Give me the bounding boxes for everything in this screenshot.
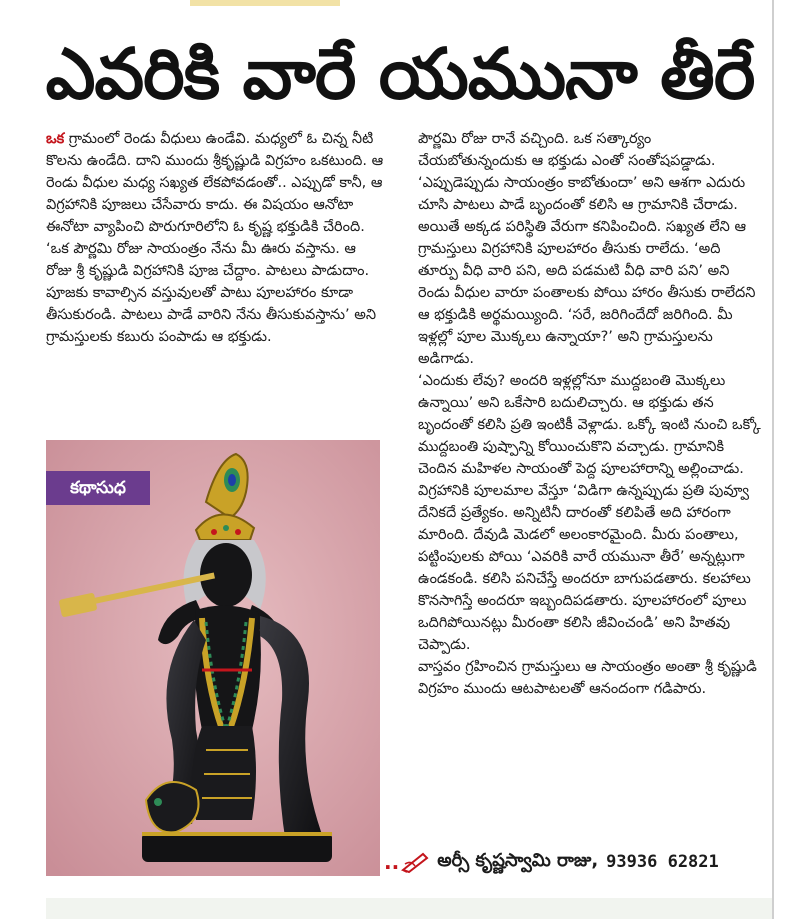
byline-dots: .. — [384, 850, 400, 874]
article-headline: ఎవరికి వారే యమునా తీరే — [45, 33, 755, 115]
paragraph: ‘ఎందుకు లేవు? అందరి ఇళ్లల్లోనూ ముద్దబంతి మొక్కలు ఉన్నాయి’ అని ఒకేసారి బదులిచ్చారు. ఆ భక్తుడు తన బృందంతో కలిసి ప్రతి ఇంటికీ వెళ్లాడు. ఒక్కో ఇంటి నుంచి ఒక్కో ముద్దబంతి పుష్పాన్ని కోయించుకొని వచ్చాడు. గ్రామానికి చెందిన మహిళల సాయంతో పెద్ద పూలహారాన్ని అల్లించాడు. విగ్రహానికి పూలమాల వేస్తూ ‘విడిగా ఉన్నప్పుడు ప్రతి పువ్వూ దేనికదే ప్రత్యేకం. అన్నిటినీ దారంతో కలిపితే అది హారంగా మారింది. దేవుడి మెడలో అలంకారమైంది. మీరు పంతాలు, పట్టింపులకు పోయి ‘ఎవరికి వారే యమునా తీరే’ అన్నట్లుగా ఉండకండి. కలిసి పనిచేస్తే అందరూ బాగుపడతారు. కలహాలు కొనసాగిస్తే అందరూ ఇబ్బందిపడతారు. పూలహారంలో పూలు ఒదిగిపోయినట్లు మీరంతా కలిసి జీవించండి’ అని హితవు చెప్పాడు. — [418, 373, 761, 653]
author-phone: 93936 62821 — [606, 852, 719, 872]
article-column-right — [418, 128, 763, 828]
pen-nib-icon — [401, 850, 431, 874]
paragraph-text: గ్రామంలో రెండు వీధులు ఉండేవి. మధ్యలో ఓ చిన్న నీటి కొలను ఉండేది. దాని ముందు శ్రీకృష్ణుడి విగ్రహం ఒకటుంది. ఆ రెండు వీధుల మధ్య సఖ్యత లేకపోవడంతో.. ఎప్పుడో కానీ, ఆ విగ్రహానికి పూజలు చేసేవారు కాదు. ఈ విషయం ఆనోటా ఈనోటా వ్యాపించి పొరుగూరిలోని ఓ కృష్ణ భక్తుడికి చేరింది. — [46, 131, 384, 235]
author-byline — [384, 848, 774, 876]
paragraph: పౌర్ణమి రోజు రానే వచ్చింది. ఒక సత్కార్యం చేయబోతున్నందుకు ఆ భక్తుడు ఎంతో సంతోషపడ్డాడు. ‘ఎప్పుడెప్పుడు సాయంత్రం కాబోతుందా’ అని ఆశగా ఎదురు చూసి పాటలు పాడే బృందంతో కలిసి ఆ గ్రామానికి చేరాడు. అయితే అక్కడ పరిస్థితి వేరుగా కనిపించింది. సఖ్యత లేని ఆ గ్రామస్తులు విగ్రహానికి పూలహారం తీసుకు రాలేదు. ‘అది తూర్పు వీధి వారి పని, అది పడమటి వీధి వారి పని’ అని రెండు వీధుల వారూ పంతాలకు పోయి హారం తీసుకు రాలేదని ఆ భక్తుడికి అర్థమయ్యింది. ‘సరే, జరిగిందేదో జరిగింది. మీ ఇళ్లల్లో పూల మొక్కలు ఉన్నాయా?’ అని గ్రామస్తులను అడిగాడు. — [418, 131, 756, 367]
lead-word: ఒక — [46, 131, 65, 147]
pedestal — [142, 832, 332, 862]
top-color-strip — [190, 0, 340, 6]
paragraph: ‘ఒక పౌర్ణమి రోజు సాయంత్రం నేను మీ ఊరు వస్తాను. ఆ రోజు శ్రీ కృష్ణుడి విగ్రహానికి పూజ చేద్దాం. పాటలు పాడుదాం. పూజకు కావాల్సిన వస్తువులతో పాటు పూలహారం కూడా తీసుకురండి. పాటలు పాడే వారిని నేను తీసుకువస్తాను’ అని గ్రామస్తులకు కబురు పంపాడు ఆ భక్తుడు. — [46, 241, 377, 345]
krishna-statue-illustration — [46, 440, 380, 876]
paragraph — [46, 128, 386, 238]
paragraph: వాస్తవం గ్రహించిన గ్రామస్తులు ఆ సాయంత్రం అంతా శ్రీ కృష్ణుడి విగ్రహం ముందు ఆటపాటలతో ఆనందంగా గడిపారు. — [418, 659, 757, 697]
column-rule — [772, 0, 774, 919]
author-name: అర్సీ కృష్ణస్వామి రాజు, — [437, 849, 599, 871]
bottom-band — [46, 898, 772, 919]
krishna-photo — [46, 440, 380, 876]
article-column-left — [46, 128, 386, 428]
section-tag: కథాసుధ — [46, 471, 150, 505]
